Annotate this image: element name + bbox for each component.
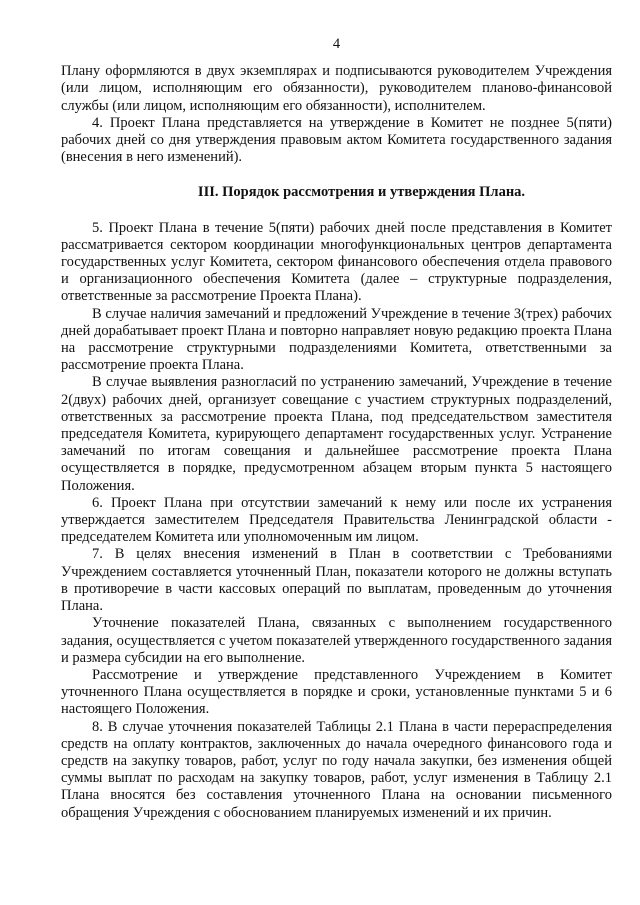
paragraph-continuation: Плану оформляются в двух экземплярах и подписываются руководителем Учреждения (или лицом, исполняющим его обязанности), руководителем планово-финансовой службы (или лицом, исполняющим его обязанности), исполнителем. — [61, 63, 612, 114]
paragraph-item-4: 4. Проект Плана представляется на утверждение в Комитет не позднее 5(пяти) рабочих дней со дня утверждения правовым актом Комитета государственного задания (внесения в него изменений). — [61, 114, 612, 166]
page-number: 4 — [332, 36, 341, 52]
paragraph-item-7: 7. В целях внесения изменений в План в соответствии с Требованиями Учреждением составляется уточненный План, показатели которого не должны вступать в противоречие в части кассовых операций по выплатам, проведенным до уточнения Плана. — [61, 546, 612, 615]
paragraph-remarks: В случае наличия замечаний и предложений Учреждение в течение 3(трех) рабочих дней дорабатывает проект Плана и повторно направляет новую редакцию проекта Плана на рассмотрение структурными подразделениями Комитета, ответственными за рассмотрение проекта Плана. — [61, 305, 612, 374]
paragraph-approval: Рассмотрение и утверждение представленного Учреждением в Комитет уточненного Плана осуществляется в порядке и сроки, установленные пунктами 5 и 6 настоящего Положения. — [61, 666, 612, 718]
paragraph-clarification: Уточнение показателей Плана, связанных с выполнением государственного задания, осуществляется с учетом показателей утвержденного государственного задания и размера субсидии на его выполнение. — [61, 615, 612, 666]
paragraph-item-8: 8. В случае уточнения показателей Таблицы 2.1 Плана в части перераспределения средств на оплату контрактов, заключенных до начала очередного финансового года и средств на закупку товаров, работ, услуг по году начала закупки, без изменения общей суммы выплат по расходам на закупку товаров, работ, услуг изменения в Таблицу 2.1 Плана вносятся без составления уточненного Плана на основании письменного обращения Учреждения с обоснованием планируемых изменений и их причин. — [61, 718, 612, 821]
paragraph-item-5: 5. Проект Плана в течение 5(пяти) рабочих дней после представления в Комитет рассматривается сектором координации многофункциональных центров департамента государственных услуг Комитета, сектором финансового обеспечения отдела правового и организационного обеспечения Комитета (далее – структурные подразделения, ответственные за рассмотрение Проекта Плана). — [61, 219, 612, 305]
paragraph-disagreements: В случае выявления разногласий по устранению замечаний, Учреждение в течение 2(двух) рабочих дней, организует совещание с участием структурных подразделений, ответственных за рассмотрение проекта Плана, под председательством заместителя председателя Комитета, курирующего департамент государственных услуг. Устранение замечаний по итогам совещания и дальнейшее рассмотрение проекта Плана осуществляется в порядке, предусмотренном абзацем вторым пункта 5 настоящего Положения. — [61, 374, 612, 494]
section-heading: III. Порядок рассмотрения и утверждения Плана. — [197, 184, 526, 201]
paragraph-item-6: 6. Проект Плана при отсутствии замечаний к нему или после их устранения утверждается заместителем Председателя Правительства Ленинградской области - председателем Комитета или уполномоченным им лицом. — [61, 494, 612, 546]
